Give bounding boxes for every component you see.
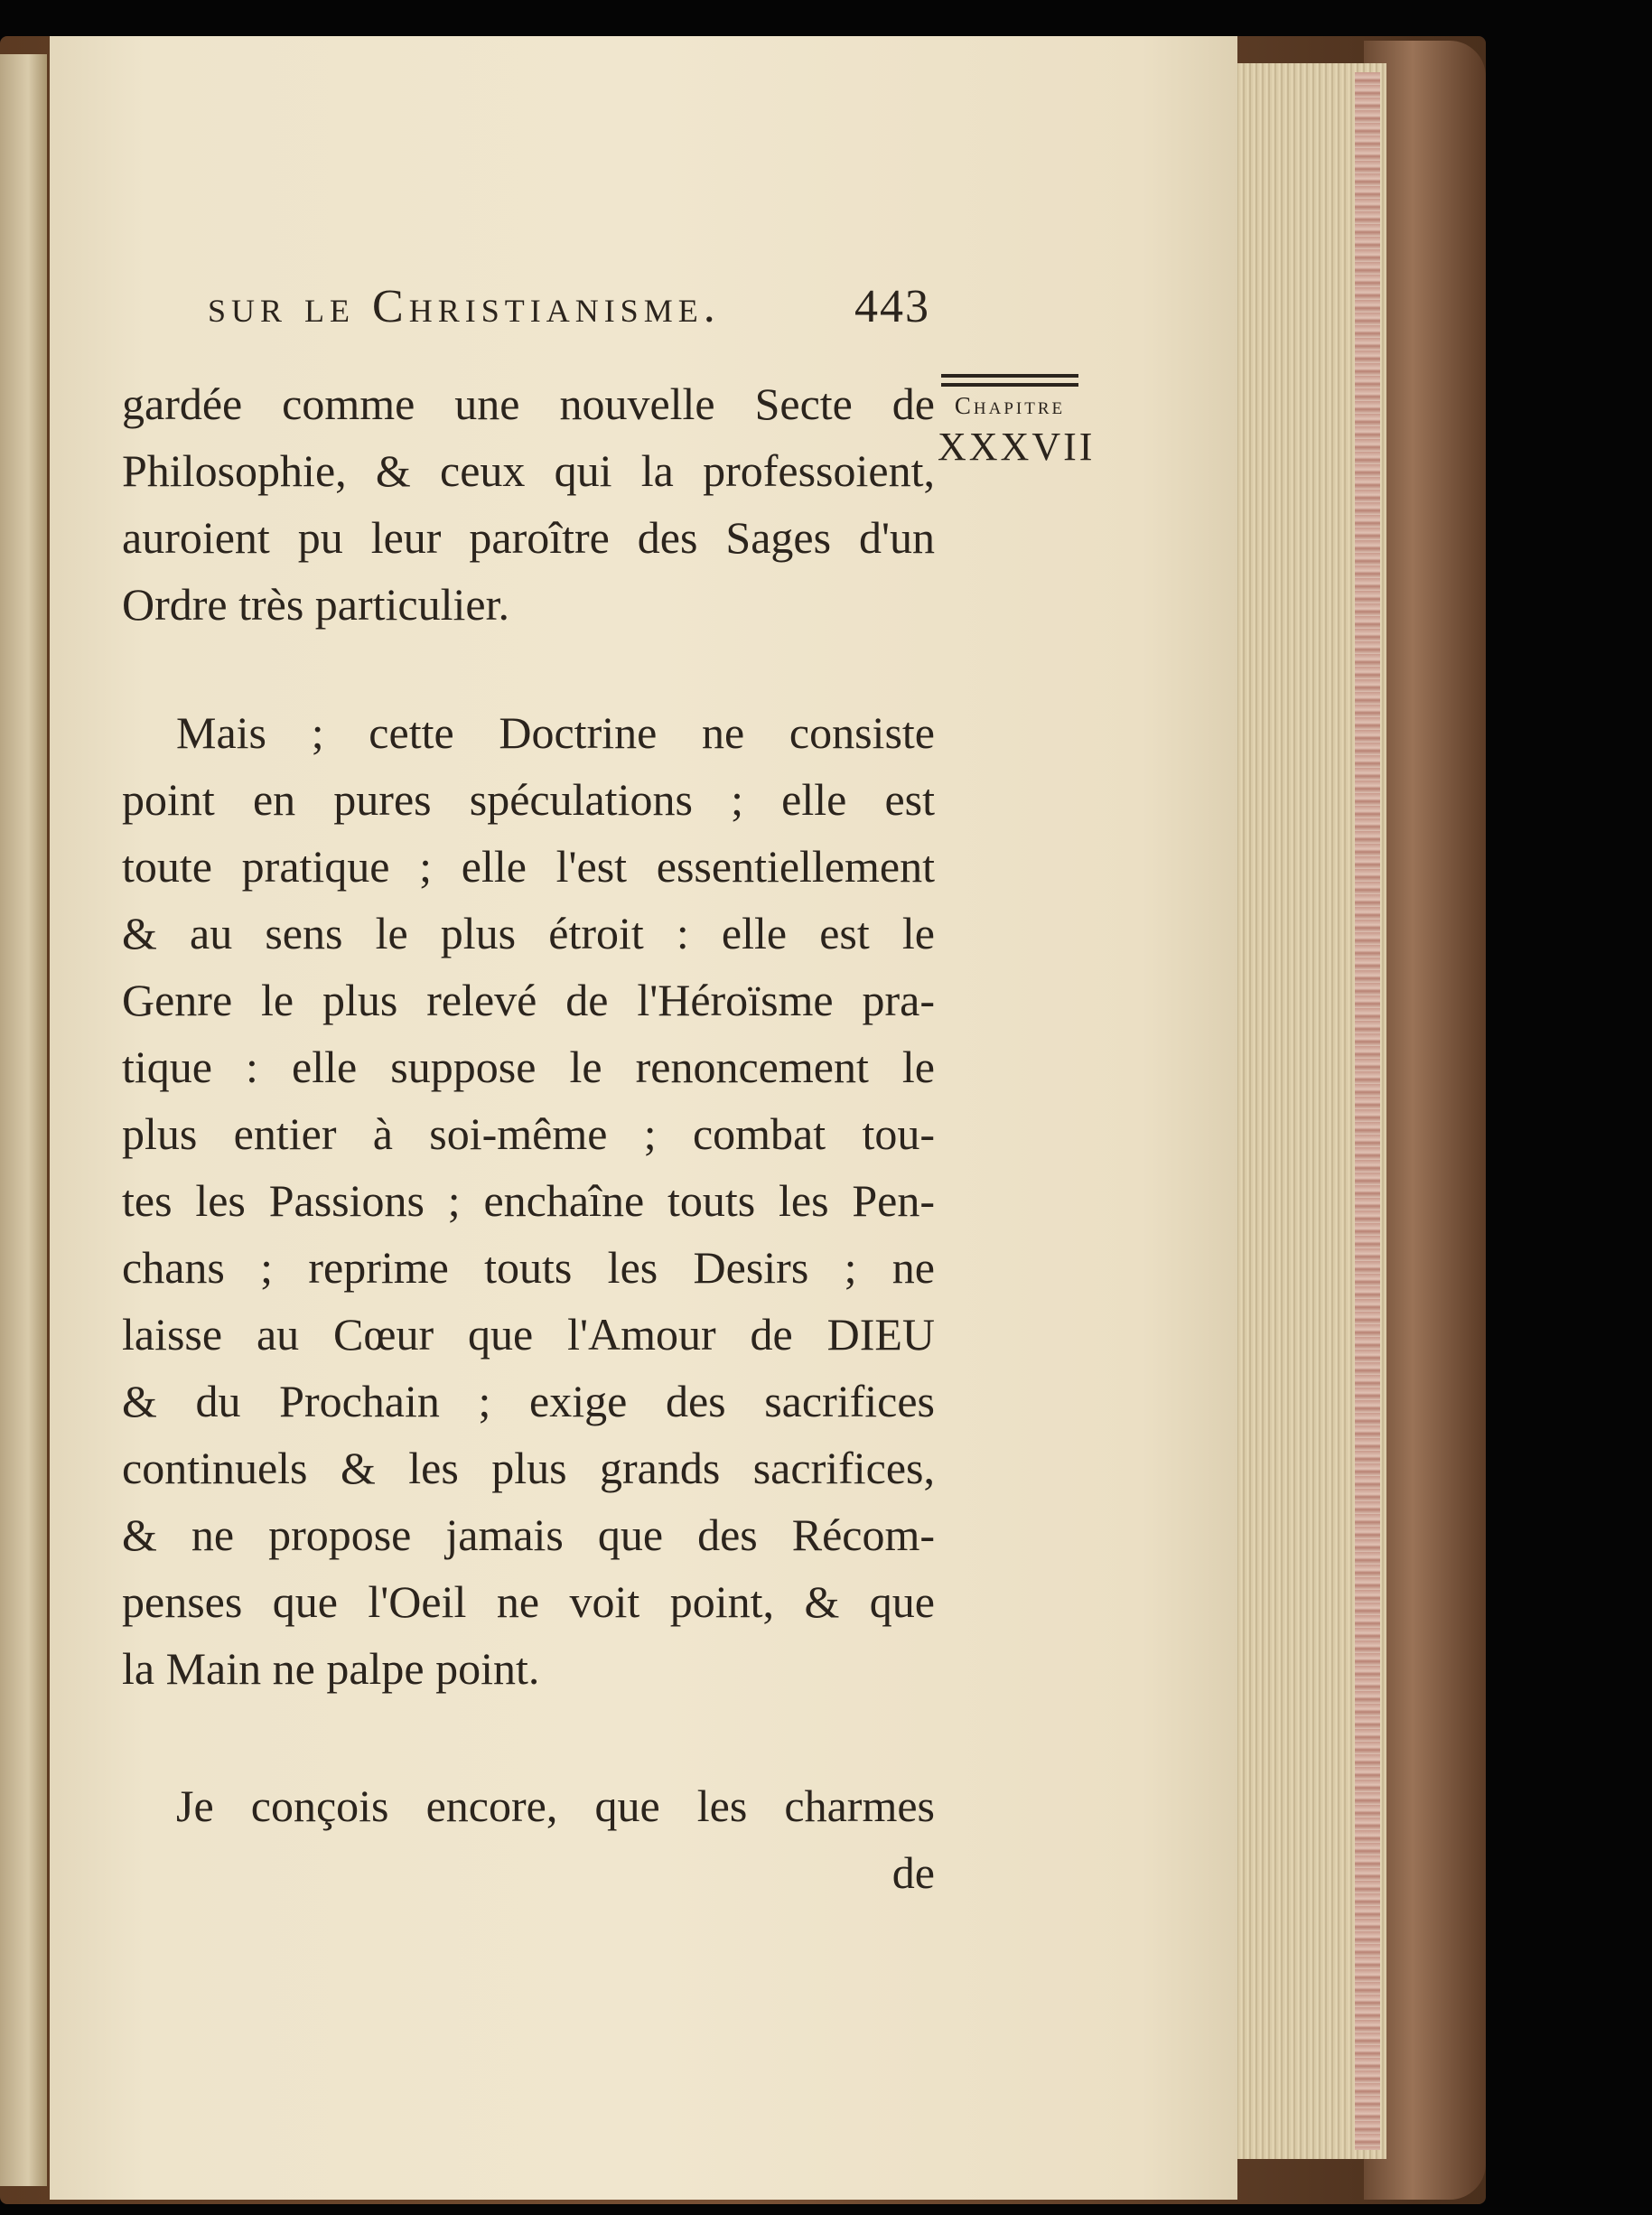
text-line: penses que l'Oeil ne voit point, & que (122, 1576, 935, 1627)
text-line: tes les Passions ; enchaîne touts les Pen- (122, 1175, 935, 1226)
running-head (208, 280, 930, 343)
sprinkled-edge (1355, 72, 1380, 2150)
text-line: point en pures spéculations ; elle est (122, 774, 935, 825)
text-line: continuels & les plus grands sacrifices, (122, 1443, 935, 1493)
text-line: chans ; reprime touts les Desirs ; ne (122, 1242, 935, 1293)
text-line: laisse au Cœur que l'Amour de DIEU (122, 1309, 935, 1360)
text-line: Je conçois encore, que les charmes (176, 1780, 935, 1831)
marginal-chapter-number: XXXVII (938, 425, 1096, 469)
marginal-chapter-label: Chapitre (954, 392, 1066, 419)
text-line: & du Prochain ; exige des sacrifices (122, 1376, 935, 1426)
text-line: Mais ; cette Doctrine ne consiste (176, 707, 935, 758)
running-head-title: sur le Christianisme. (208, 281, 721, 332)
text-line: Genre le plus relevé de l'Héroïsme pra- (122, 975, 935, 1025)
page-number: 443 (854, 281, 930, 332)
marginal-rule (941, 374, 1078, 378)
text-line: plus entier à soi-même ; combat tou- (122, 1108, 935, 1159)
catchword: de (891, 1847, 935, 1898)
text-line: Philosophie, & ceux qui la professoient, (122, 445, 935, 496)
text-line: auroient pu leur paroître des Sages d'un (122, 512, 935, 563)
marginal-chapter-note (938, 369, 1096, 470)
text-line: toute pratique ; elle l'est essentiellement (122, 841, 935, 892)
text-line: & au sens le plus étroit : elle est le (122, 908, 935, 958)
text-line: la Main ne palpe point. (122, 1643, 540, 1694)
text-line: tique : elle suppose le renoncement le (122, 1042, 935, 1092)
marginal-rule (941, 383, 1078, 387)
text-line: gardée comme une nouvelle Secte de (122, 379, 935, 429)
text-line: Ordre très particulier. (122, 579, 509, 630)
facing-page-edge (0, 54, 47, 2186)
text-line: & ne propose jamais que des Récom- (122, 1509, 935, 1560)
